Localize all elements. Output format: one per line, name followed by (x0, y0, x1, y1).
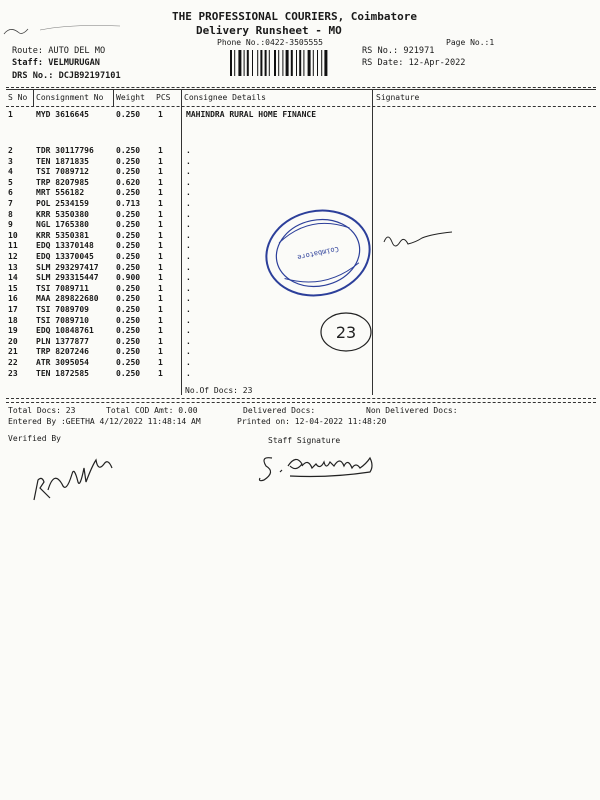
cell-sno: 7 (8, 199, 13, 208)
cell-consignee-details: . (186, 315, 191, 325)
barcode-image (230, 50, 358, 76)
cell-consignee-details: . (186, 283, 191, 293)
cell-sno: 14 (8, 273, 18, 283)
cell-consignee-details: . (186, 326, 191, 336)
cell-weight: 0.250 (116, 209, 141, 219)
cell-sno: 17 (8, 305, 18, 314)
cell-weight: 0.250 (116, 315, 141, 325)
cell-pcs: 1 (158, 209, 163, 219)
cell-sno: 11 (8, 241, 18, 251)
col-divider (113, 89, 114, 107)
cell-weight: 0.250 (116, 326, 141, 336)
cell-pcs: 1 (158, 358, 163, 367)
page-number: Page No.:1 (446, 38, 495, 47)
cell-consignee-details: . (186, 273, 191, 283)
cell-weight: 0.250 (116, 305, 141, 314)
cell-pcs: 1 (158, 347, 163, 357)
staff-signature (258, 446, 408, 486)
cell-pcs: 1 (158, 188, 163, 198)
cell-consignee-details: . (186, 177, 191, 187)
cell-consignment-no: TSI 7089709 (36, 305, 89, 314)
cell-sno: 12 (8, 252, 18, 261)
phone-number: Phone No.:0422-3505555 (217, 38, 323, 47)
staff-name: Staff: VELMURUGAN (12, 58, 100, 68)
cell-pcs: 1 (158, 110, 163, 119)
cell-pcs: 1 (158, 199, 163, 208)
entered-by: Entered By :GEETHA 4/12/2022 11:48:14 AM (8, 417, 201, 426)
cell-consignment-no: MYD 3616645 (36, 110, 89, 119)
cell-consignee-details: . (186, 199, 191, 208)
cell-sno: 16 (8, 294, 18, 304)
cell-weight: 0.713 (116, 199, 141, 208)
cell-pcs: 1 (158, 230, 163, 240)
cell-consignment-no: SLM 293315447 (36, 273, 99, 283)
cell-weight: 0.250 (116, 347, 141, 357)
cell-pcs: 1 (158, 294, 163, 304)
cell-consignee-details: . (186, 230, 191, 240)
cell-consignment-no: POL 2534159 (36, 199, 89, 208)
cell-pcs: 1 (158, 262, 163, 272)
cell-consignment-no: TEN 1872585 (36, 368, 89, 378)
cell-consignment-no: TSI 7089711 (36, 283, 89, 293)
company-name: THE PROFESSIONAL COURIERS, Coimbatore (172, 10, 418, 23)
cell-sno: 6 (8, 188, 13, 198)
cell-weight: 0.250 (116, 146, 141, 155)
col-header-weight: Weight (116, 93, 145, 102)
cell-sno: 22 (8, 358, 18, 367)
cell-sno: 2 (8, 146, 13, 155)
cell-pcs: 1 (158, 177, 163, 187)
cell-weight: 0.250 (116, 283, 141, 293)
cell-consignee-details: . (186, 156, 191, 166)
table-top-rule (6, 87, 596, 88)
cell-sno: 4 (8, 167, 13, 177)
cell-consignee-details: . (186, 305, 191, 314)
cell-consignee-details: . (186, 209, 191, 219)
col-header-consignee: Consignee Details (184, 93, 266, 102)
cell-weight: 0.250 (116, 368, 141, 378)
rs-date: RS Date: 12-Apr-2022 (362, 58, 466, 68)
footer-top-rule (6, 398, 596, 399)
cell-consignee-details: . (186, 146, 191, 155)
cell-pcs: 1 (158, 305, 163, 314)
cell-consignee-details: . (186, 252, 191, 261)
total-docs: Total Docs: 23 (8, 406, 76, 415)
cell-weight: 0.250 (116, 358, 141, 367)
cell-pcs: 1 (158, 315, 163, 325)
cell-sno: 20 (8, 336, 18, 346)
cell-pcs: 1 (158, 241, 163, 251)
non-delivered-docs: Non Delivered Docs: (366, 406, 458, 415)
cell-sno: 23 (8, 368, 18, 378)
cell-pcs: 1 (158, 252, 163, 261)
cell-consignment-no: EDQ 10848761 (36, 326, 94, 336)
company-stamp (262, 205, 374, 300)
table-top-rule-2 (6, 89, 596, 90)
cell-consignment-no: NGL 1765380 (36, 220, 89, 230)
cell-sno: 5 (8, 177, 13, 187)
cell-consignee-details: . (186, 358, 191, 367)
cell-weight: 0.250 (116, 156, 141, 166)
cell-consignee-details: . (186, 167, 191, 177)
staff-signature-label: Staff Signature (268, 436, 341, 445)
cell-sno: 15 (8, 283, 18, 293)
cell-weight: 0.900 (116, 273, 141, 283)
cell-pcs: 1 (158, 220, 163, 230)
cell-weight: 0.250 (116, 336, 141, 346)
cell-consignment-no: MAA 289822680 (36, 294, 99, 304)
cell-weight: 0.250 (116, 262, 141, 272)
cell-weight: 0.620 (116, 177, 141, 187)
cell-pcs: 1 (158, 283, 163, 293)
circled-count-mark (316, 308, 376, 356)
cell-weight: 0.250 (116, 110, 141, 119)
cell-pcs: 1 (158, 273, 163, 283)
cell-sno: 19 (8, 326, 18, 336)
cell-pcs: 1 (158, 368, 163, 378)
cell-consignment-no: MRT 556182 (36, 188, 85, 198)
cell-sno: 10 (8, 230, 18, 240)
cell-consignee-details: . (186, 294, 191, 304)
cell-pcs: 1 (158, 146, 163, 155)
document-title: Delivery Runsheet - MO (196, 24, 342, 37)
svg-text:23: 23 (335, 323, 357, 342)
col-header-signature: Signature (376, 93, 420, 102)
cell-sno: 1 (8, 110, 13, 119)
cell-consignment-no: SLM 293297417 (36, 262, 99, 272)
cell-sno: 21 (8, 347, 18, 357)
header-bottom-rule (6, 106, 596, 107)
cell-weight: 0.250 (116, 230, 141, 240)
cell-pcs: 1 (158, 326, 163, 336)
cell-weight: 0.250 (116, 252, 141, 261)
cell-weight: 0.250 (116, 188, 141, 198)
cell-consignment-no: PLN 1377877 (36, 336, 89, 346)
cell-sno: 8 (8, 209, 13, 219)
svg-text:Coimbatore: Coimbatore (296, 244, 340, 262)
cell-weight: 0.250 (116, 167, 141, 177)
cell-consignment-no: KRR 5350380 (36, 209, 89, 219)
total-cod-amount: Total COD Amt: 0.00 (106, 406, 198, 415)
cell-consignment-no: KRR 5350381 (36, 230, 89, 240)
footer-top-rule-2 (6, 402, 596, 403)
cell-consignment-no: EDQ 13370045 (36, 252, 94, 261)
no-of-docs: No.Of Docs: 23 (185, 386, 253, 395)
cell-consignee-details: MAHINDRA RURAL HOME FINANCE (186, 110, 317, 119)
cell-sno: 18 (8, 315, 18, 325)
scribble-mark (0, 14, 130, 44)
cell-sno: 3 (8, 156, 13, 166)
cell-consignee-details: . (186, 336, 191, 346)
cell-weight: 0.250 (116, 220, 141, 230)
cell-pcs: 1 (158, 156, 163, 166)
cell-weight: 0.250 (116, 294, 141, 304)
cell-consignment-no: TRP 8207246 (36, 347, 89, 357)
verified-by-signature (28, 450, 128, 510)
drs-number: DRS No.: DCJB92197101 (12, 71, 121, 81)
cell-consignee-details: . (186, 347, 191, 357)
cell-pcs: 1 (158, 336, 163, 346)
route: Route: AUTO DEL MO (12, 46, 106, 56)
cell-consignee-details: . (186, 262, 191, 272)
col-divider (181, 89, 182, 395)
delivered-docs: Delivered Docs: (243, 406, 316, 415)
col-header-consignment: Consignment No (36, 93, 104, 102)
cell-consignment-no: TDR 30117796 (36, 146, 94, 155)
printed-on: Printed on: 12-04-2022 11:48:20 (237, 417, 387, 426)
cell-pcs: 1 (158, 167, 163, 177)
cell-consignment-no: TSI 7089712 (36, 167, 89, 177)
cell-weight: 0.250 (116, 241, 141, 251)
cell-sno: 13 (8, 262, 18, 272)
col-header-pcs: PCS (156, 93, 171, 102)
cell-consignee-details: . (186, 368, 191, 378)
cell-consignment-no: TEN 1871835 (36, 156, 89, 166)
cell-consignment-no: ATR 3095054 (36, 358, 89, 367)
verified-by-label: Verified By (8, 434, 61, 443)
cell-consignee-details: . (186, 220, 191, 230)
col-header-sno: S No (8, 93, 28, 102)
cell-consignment-no: TSI 7089710 (36, 315, 89, 325)
cell-consignment-no: TRP 8207985 (36, 177, 89, 187)
cell-consignee-details: . (186, 188, 191, 198)
cell-consignee-details: . (186, 241, 191, 251)
cell-sno: 9 (8, 220, 13, 230)
cell-consignment-no: EDQ 13370148 (36, 241, 94, 251)
col-divider (33, 89, 34, 107)
pen-initials (380, 228, 460, 258)
rs-number: RS No.: 921971 (362, 46, 435, 56)
